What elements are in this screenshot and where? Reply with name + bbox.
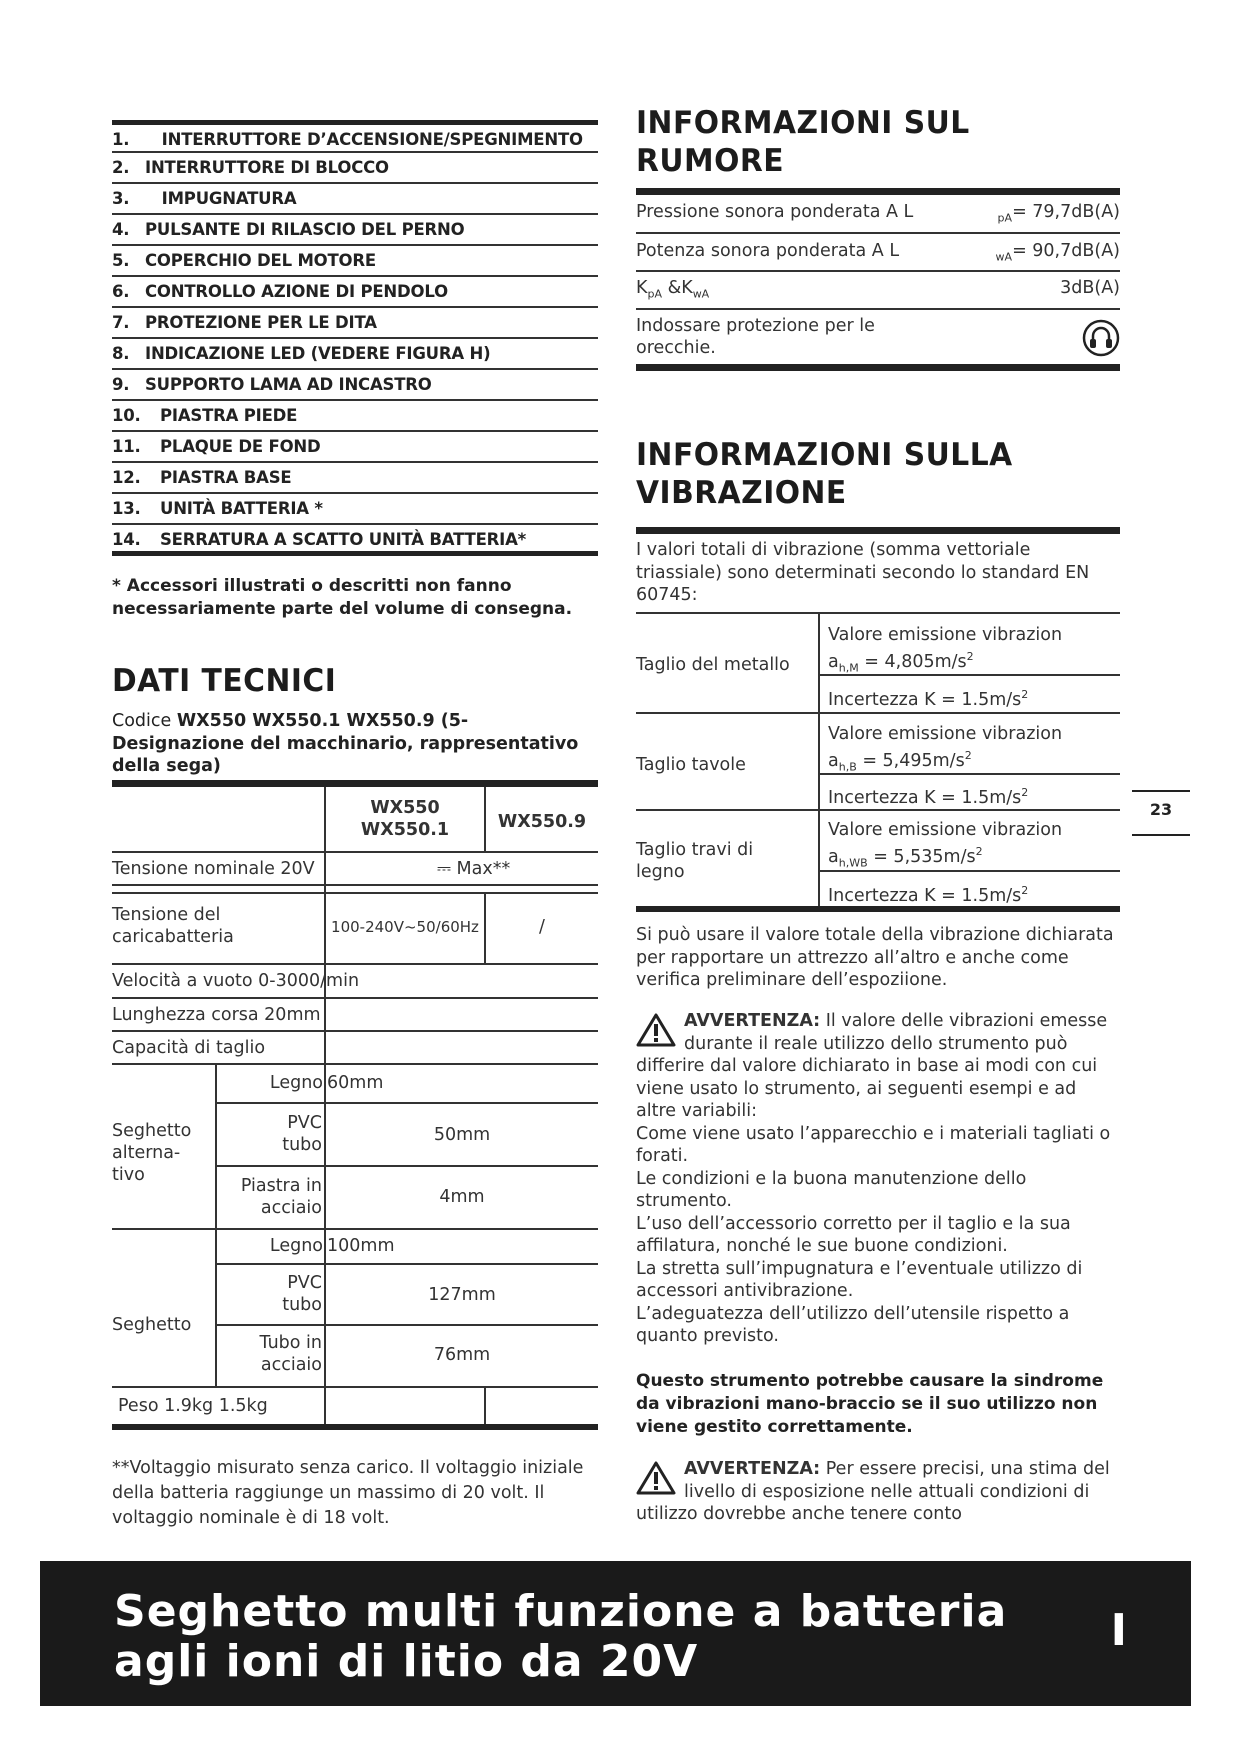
vib-emission: Valore emissione vibrazion — [828, 820, 1063, 840]
noise-label: Potenza sonora ponderata A L — [636, 241, 900, 261]
vib-emission: Valore emissione vibrazion — [828, 625, 1063, 645]
a-sub: h,M — [838, 661, 859, 675]
list-item — [112, 494, 598, 525]
vibration-intro: I valori totali di vibrazione (somma vettoriale triassiale) sono determinati secondo lo standard EN 60745: — [636, 540, 1090, 605]
item-number: 14. — [112, 530, 141, 549]
col-header-wx550 — [326, 797, 484, 841]
item-number: 2. — [112, 158, 130, 177]
list-item: L’uso dell’accessorio corretto per il taglio e la sua affilatura, nonché le sue buone condizioni. — [636, 1213, 1071, 1256]
item-label: PIASTRA PIEDE — [160, 406, 298, 425]
ear-protection-icon — [1082, 319, 1120, 357]
vib-label: Taglio del metallo — [636, 655, 790, 675]
jig-steel: Piastra in acciaio — [240, 1176, 322, 1218]
charger-label: Tensione del caricabatteria — [112, 905, 234, 947]
vib-uncertainty — [828, 684, 1028, 711]
warning-text: Per essere precisi, una stima del livello di esposizione nelle attuali condizioni di utilizzo dovrebbe anche tenere conto — [636, 1459, 1110, 1524]
item-number: 9. — [112, 375, 130, 394]
item-label: SERRATURA A SCATTO UNITÀ BATTERIA* — [160, 530, 527, 549]
jigsaw-label: Seghetto alterna-tivo — [112, 1121, 192, 1185]
squared: 2 — [1021, 786, 1029, 799]
noise-label: Indossare protezione per le orecchie. — [636, 316, 875, 358]
item-number: 6. — [112, 282, 130, 301]
rated-voltage-value — [437, 858, 510, 880]
uncert-text: Incertezza K = 1.5m/s — [828, 885, 1022, 906]
noise-value: = 79,7dB(A) — [1012, 202, 1120, 222]
vib-value — [828, 841, 983, 874]
noise-row-ear-protection — [636, 315, 1120, 359]
tech-table — [112, 780, 598, 1452]
saw-label: Seghetto — [112, 1315, 192, 1335]
vib-uncertainty — [828, 880, 1028, 907]
vib-value — [828, 646, 974, 679]
a-symbol: a — [828, 651, 839, 672]
a-value: = 5,495m/s — [856, 750, 965, 771]
charger-value-9: / — [539, 917, 545, 937]
warning-icon — [636, 1460, 676, 1496]
item-label: INDICAZIONE LED (VEDERE FIGURA H) — [145, 344, 491, 363]
saw-wood: Legno — [269, 1236, 323, 1256]
charger-value: 100-240V~50/60Hz — [331, 918, 479, 936]
jig-wood-val: 60mm — [327, 1073, 384, 1093]
jig-pvc-val: 50mm — [433, 1125, 491, 1145]
col-header-wx550-9: WX550.9 — [497, 812, 587, 832]
item-label: COPERCHIO DEL MOTORE — [145, 251, 376, 270]
col-header-a: WX550 — [370, 798, 440, 818]
saw-steel-val: 76mm — [433, 1345, 491, 1365]
list-item — [112, 463, 598, 494]
jig-pvc: PVC tubo — [282, 1113, 322, 1155]
item-number: 4. — [112, 220, 130, 239]
squared: 2 — [964, 749, 972, 762]
footer-title-line: Seghetto multi funzione a batteria — [114, 1586, 1008, 1637]
noise-label: Pressione sonora ponderata A L — [636, 202, 914, 222]
item-number: 13. — [112, 499, 141, 518]
vib-value — [828, 745, 972, 778]
item-label: PROTEZIONE PER LE DITA — [145, 313, 377, 332]
uncert-text: Incertezza K = 1.5m/s — [828, 689, 1022, 710]
vibration-factors-list — [636, 1123, 1120, 1348]
warning-icon — [636, 1012, 676, 1048]
saw-pvc-val: 127mm — [428, 1285, 496, 1305]
k-sub: pA — [647, 287, 662, 301]
list-item — [112, 153, 598, 184]
k-amp: &K — [662, 278, 693, 298]
accessories-note: * Accessori illustrati o descritti non fanno necessariamente parte del volume di consegna. — [112, 576, 573, 619]
warning-title: AVVERTENZA: — [684, 1011, 821, 1031]
a-sub: h,B — [838, 760, 857, 774]
page-number: 23 — [1149, 800, 1173, 819]
saw-wood-val: 100mm — [327, 1236, 395, 1256]
noise-title: INFORMAZIONI SUL RUMORE — [636, 105, 970, 179]
list-item — [112, 370, 598, 401]
vib-label: Taglio travi di legno — [636, 840, 754, 882]
item-label: PLAQUE DE FOND — [160, 437, 321, 456]
squared: 2 — [975, 845, 983, 858]
k-label: K — [636, 278, 648, 298]
vibration-after: Si può usare il valore totale della vibrazione dichiarata per rapportare un attrezzo all’altro e anche come verifica preliminare dell’espoziione. — [636, 925, 1114, 990]
noise-row-power — [636, 241, 1120, 264]
code-bold: WX550 WX550.1 WX550.9 (5- Designazione del macchinario, rappresentativo della sega) — [112, 711, 579, 776]
noise-sub: wA — [995, 250, 1013, 264]
warning-2 — [636, 1458, 1120, 1526]
list-item — [112, 246, 598, 277]
footer-banner — [40, 1561, 1191, 1706]
col-header-b: WX550.1 — [360, 820, 450, 840]
item-number: 1. — [112, 130, 130, 149]
noise-row-pressure — [636, 202, 1120, 225]
squared: 2 — [966, 650, 974, 663]
list-item — [112, 277, 598, 308]
a-sub: h,WB — [838, 856, 868, 870]
stroke: Lunghezza corsa 20mm — [112, 1005, 321, 1025]
item-label: IMPUGNATURA — [161, 189, 297, 208]
capacity: Capacità di taglio — [112, 1038, 266, 1058]
item-label: SUPPORTO LAMA AD INCASTRO — [145, 375, 432, 394]
footer-title — [114, 1587, 1007, 1687]
list-item: La stretta sull’impugnatura e l’eventuale utilizzo di accessori antivibrazione. — [636, 1258, 1083, 1301]
warning-1 — [636, 1010, 1120, 1348]
item-number: 10. — [112, 406, 141, 425]
warning-text: Il valore delle vibrazioni emesse durante il reale utilizzo dello strumento può differire dal valore dichiarato in base ai modi con cui viene usato lo strumento, ai seguenti esempi e ad altre variabili: — [636, 1011, 1108, 1121]
item-label: INTERRUTTORE D’ACCENSIONE/SPEGNIMENTO — [161, 130, 583, 149]
list-item: Le condizioni e la buona manutenzione dello strumento. — [636, 1168, 1027, 1211]
saw-steel: Tubo in acciaio — [259, 1333, 322, 1375]
language-code: I — [1110, 1605, 1127, 1656]
tech-code — [112, 710, 602, 778]
speed: Velocità a vuoto 0-3000/min — [112, 971, 360, 991]
a-value: = 5,535m/s — [867, 846, 976, 867]
list-item: Come viene usato l’apparecchio e i materiali tagliati o forati. — [636, 1123, 1111, 1166]
weight: Peso 1.9kg 1.5kg — [118, 1396, 268, 1416]
voltage-note: **Voltaggio misurato senza carico. Il voltaggio iniziale della batteria raggiunge un massimo di 20 volt. Il voltaggio nominale è di 18 volt. — [112, 1458, 584, 1528]
squared: 2 — [1021, 884, 1029, 897]
noise-row-uncertainty — [636, 278, 1120, 301]
list-item — [112, 215, 598, 246]
list-item — [112, 432, 598, 463]
noise-sub: pA — [997, 211, 1013, 225]
k-sub: wA — [692, 287, 710, 301]
noise-value: 3dB(A) — [1060, 278, 1120, 298]
list-item — [112, 401, 598, 432]
vibration-title: INFORMAZIONI SULLA VIBRAZIONE — [636, 437, 1013, 511]
item-number: 7. — [112, 313, 130, 332]
a-value: = 4,805m/s — [858, 651, 967, 672]
warning-title: AVVERTENZA: — [684, 1459, 821, 1479]
rated-voltage-label: Tensione nominale 20V — [112, 859, 315, 879]
a-symbol: a — [828, 750, 839, 771]
item-label: CONTROLLO AZIONE DI PENDOLO — [145, 282, 448, 301]
list-item — [112, 184, 598, 215]
dc-symbol-icon: ⎓ — [437, 859, 451, 879]
item-label: UNITÀ BATTERIA * — [160, 499, 323, 518]
list-item — [112, 120, 598, 153]
list-item — [112, 525, 598, 556]
tech-title: DATI TECNICI — [112, 663, 337, 699]
squared: 2 — [1021, 688, 1029, 701]
jig-wood: Legno — [269, 1073, 323, 1093]
footer-title-line: agli ioni di litio da 20V — [114, 1636, 699, 1687]
list-item — [112, 339, 598, 370]
item-label: PULSANTE DI RILASCIO DEL PERNO — [145, 220, 465, 239]
vib-emission: Valore emissione vibrazion — [828, 724, 1063, 744]
noise-value: = 90,7dB(A) — [1012, 241, 1120, 261]
rated-voltage-max: Max** — [456, 859, 511, 879]
jig-steel-val: 4mm — [439, 1187, 485, 1207]
item-number: 11. — [112, 437, 141, 456]
item-number: 5. — [112, 251, 130, 270]
item-number: 8. — [112, 344, 130, 363]
item-number: 3. — [112, 189, 130, 208]
a-symbol: a — [828, 846, 839, 867]
item-label: INTERRUTTORE DI BLOCCO — [145, 158, 389, 177]
item-number: 12. — [112, 468, 141, 487]
parts-list — [112, 120, 598, 556]
vib-label: Taglio tavole — [636, 755, 746, 775]
vibration-table — [636, 612, 1120, 912]
saw-pvc: PVC tubo — [282, 1273, 322, 1315]
list-item: L’adeguatezza dell’utilizzo dell’utensile rispetto a quanto previsto. — [636, 1303, 1070, 1346]
vib-uncertainty — [828, 782, 1028, 809]
hav-warning: Questo strumento potrebbe causare la sindrome da vibrazioni mano-braccio se il suo utilizzo non viene gestito correttamente. — [636, 1371, 1104, 1437]
list-item — [112, 308, 598, 339]
code-prefix: Codice — [112, 711, 177, 731]
item-label: PIASTRA BASE — [160, 468, 292, 487]
uncert-text: Incertezza K = 1.5m/s — [828, 787, 1022, 808]
